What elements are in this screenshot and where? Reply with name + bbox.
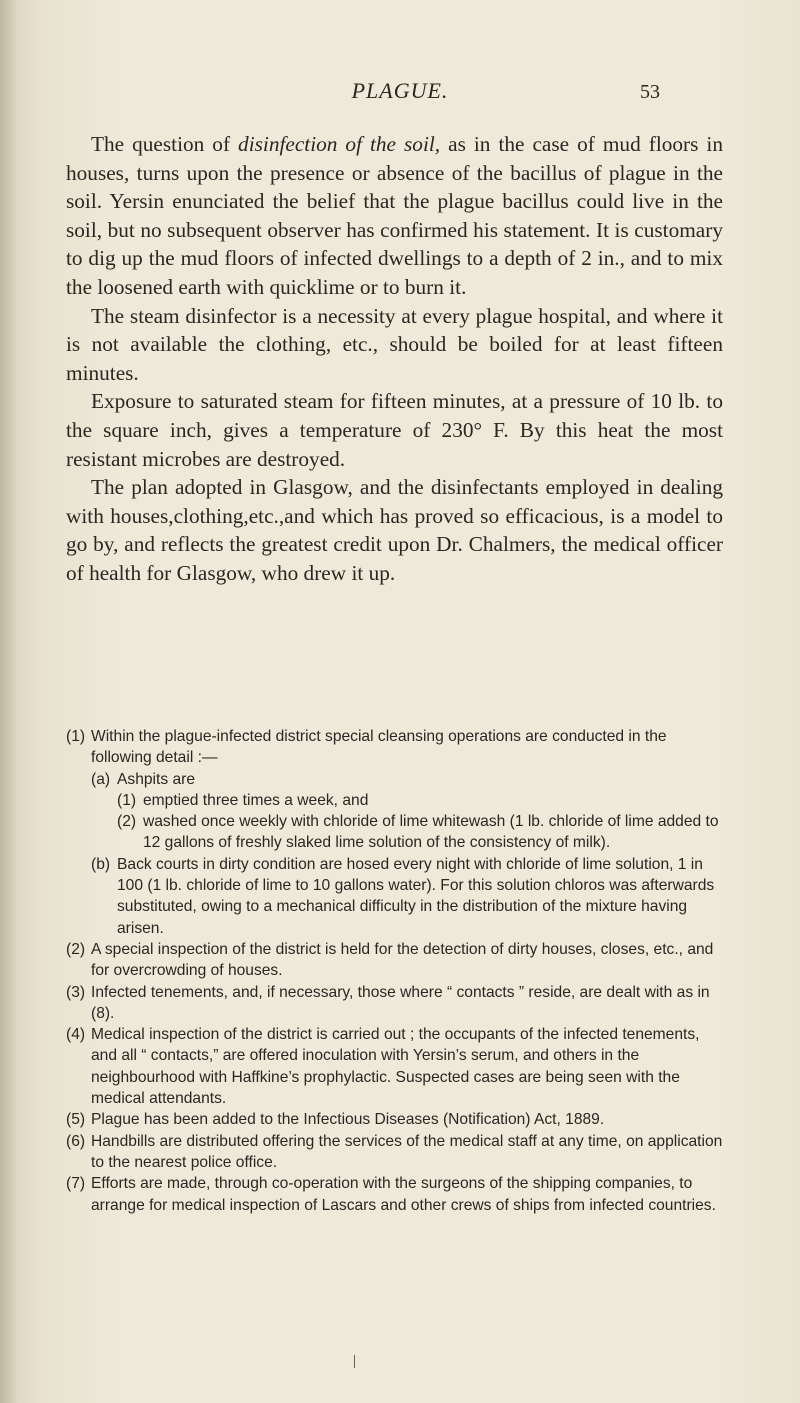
sub-sub-item [117, 790, 723, 811]
item-number: (4) [66, 1026, 86, 1044]
item-text: Efforts are made, through co-operation with the surgeons of the shipping companies, to arrange for medical inspection of Lascars and other crews of ships from infected countries. [91, 1175, 716, 1214]
item-number: (3) [66, 983, 86, 1001]
paragraph-saturated-steam: Exposure to saturated steam for fifteen minutes, at a pressure of 10 lb. to the square inch, gives a temperature of 230° F. By this heat the most resistant microbes are destroyed. [66, 389, 723, 471]
paragraph-steam-disinfector: The steam disinfector is a necessity at every plague hospital, and where it is not available the clothing, etc., should be boiled for at least fifteen minutes. [66, 303, 723, 385]
list-item [66, 982, 723, 1025]
sub-sub-item-number: (1) [117, 791, 137, 809]
sub-item [91, 854, 723, 939]
stray-mark [354, 1355, 355, 1368]
page-number: 53 [640, 81, 660, 103]
list-item [66, 1173, 723, 1216]
item-text: Within the plague-infected district special cleansing operations are conducted in the following detail :— [91, 728, 667, 767]
sub-sub-item-number: (2) [117, 813, 137, 831]
item-text: Handbills are distributed offering the services of the medical staff at any time, on application to the nearest police office. [91, 1132, 723, 1171]
item-text: Infected tenements, and, if necessary, those where “ contacts ” reside, are dealt with as in (8). [91, 983, 710, 1022]
sub-item [91, 769, 723, 854]
running-head [0, 78, 800, 108]
paragraph-text: as in the case of mud floors in houses, turns upon the presence or absence of the bacillus of plague in the soil. Yersin enunciated the belief that the plague bacillus could live in the soil, but no subsequent observer has confirmed his statement. It is customary to dig up the mud floors of infected dwellings to a depth of 2 in., and to mix the loosened earth with quicklime or to burn it. [66, 132, 723, 299]
item-text: Medical inspection of the district is carried out ; the occupants of the infected tenements, and all “ contacts,” are offered inoculation with Yersin’s serum, and others in the neighbourhood with Haffkine’s prophylactic. Suspected cases are being seen with the medical attendants. [91, 1026, 700, 1108]
sub-item-letter: (b) [91, 855, 111, 873]
item-text: A special inspection of the district is held for the detection of dirty houses, closes, etc., and for overcrowding of houses. [91, 940, 714, 980]
item-number: (2) [66, 940, 86, 958]
paragraph-soil-disinfection [66, 130, 723, 302]
sub-sub-item-text: washed once weekly with chloride of lime whitewash (1 lb. chloride of lime added to 12 gallons of freshly slaked lime solution of the consistency of milk). [143, 813, 719, 852]
paragraph-text: The question of [91, 132, 239, 156]
page-title: PLAGUE. [351, 78, 449, 103]
page-edge-shadow [0, 0, 18, 1403]
list-item [66, 1109, 723, 1130]
item-number: (1) [66, 728, 86, 745]
sub-item-text: Back courts in dirty condition are hosed every night with chloride of lime solution, 1 in 100 (1 lb. chloride of lime to 10 gallons water). For this solution chloros was afterwards substituted, owing to a mechanical difficulty in the distribution of the mixture having arisen. [117, 855, 715, 937]
sub-item-letter: (a) [91, 770, 111, 788]
item-number: (7) [66, 1175, 86, 1193]
numbered-list [66, 726, 723, 1216]
sub-item-text: Ashpits are [117, 770, 196, 788]
paragraph-glasgow-plan: The plan adopted in Glasgow, and the disinfectants employed in dealing with houses,clothing,etc.,and which has proved so efficacious, is a model to go by, and reflects the greatest credit upon Dr. Chalmers, the medical officer of health for Glasgow, who drew it up. [66, 475, 723, 585]
sub-sub-item-text: emptied three times a week, and [143, 791, 369, 809]
item-text: Plague has been added to the Infectious Diseases (Notification) Act, 1889. [91, 1111, 605, 1129]
item-number: (6) [66, 1132, 86, 1150]
list-item [66, 1131, 723, 1174]
body-text [66, 130, 723, 588]
item-number: (5) [66, 1111, 86, 1129]
list-item [66, 939, 723, 982]
italic-phrase: disinfection of the soil, [238, 132, 441, 156]
list-item [66, 726, 723, 939]
sub-sub-item [117, 811, 723, 854]
list-item [66, 1024, 723, 1109]
